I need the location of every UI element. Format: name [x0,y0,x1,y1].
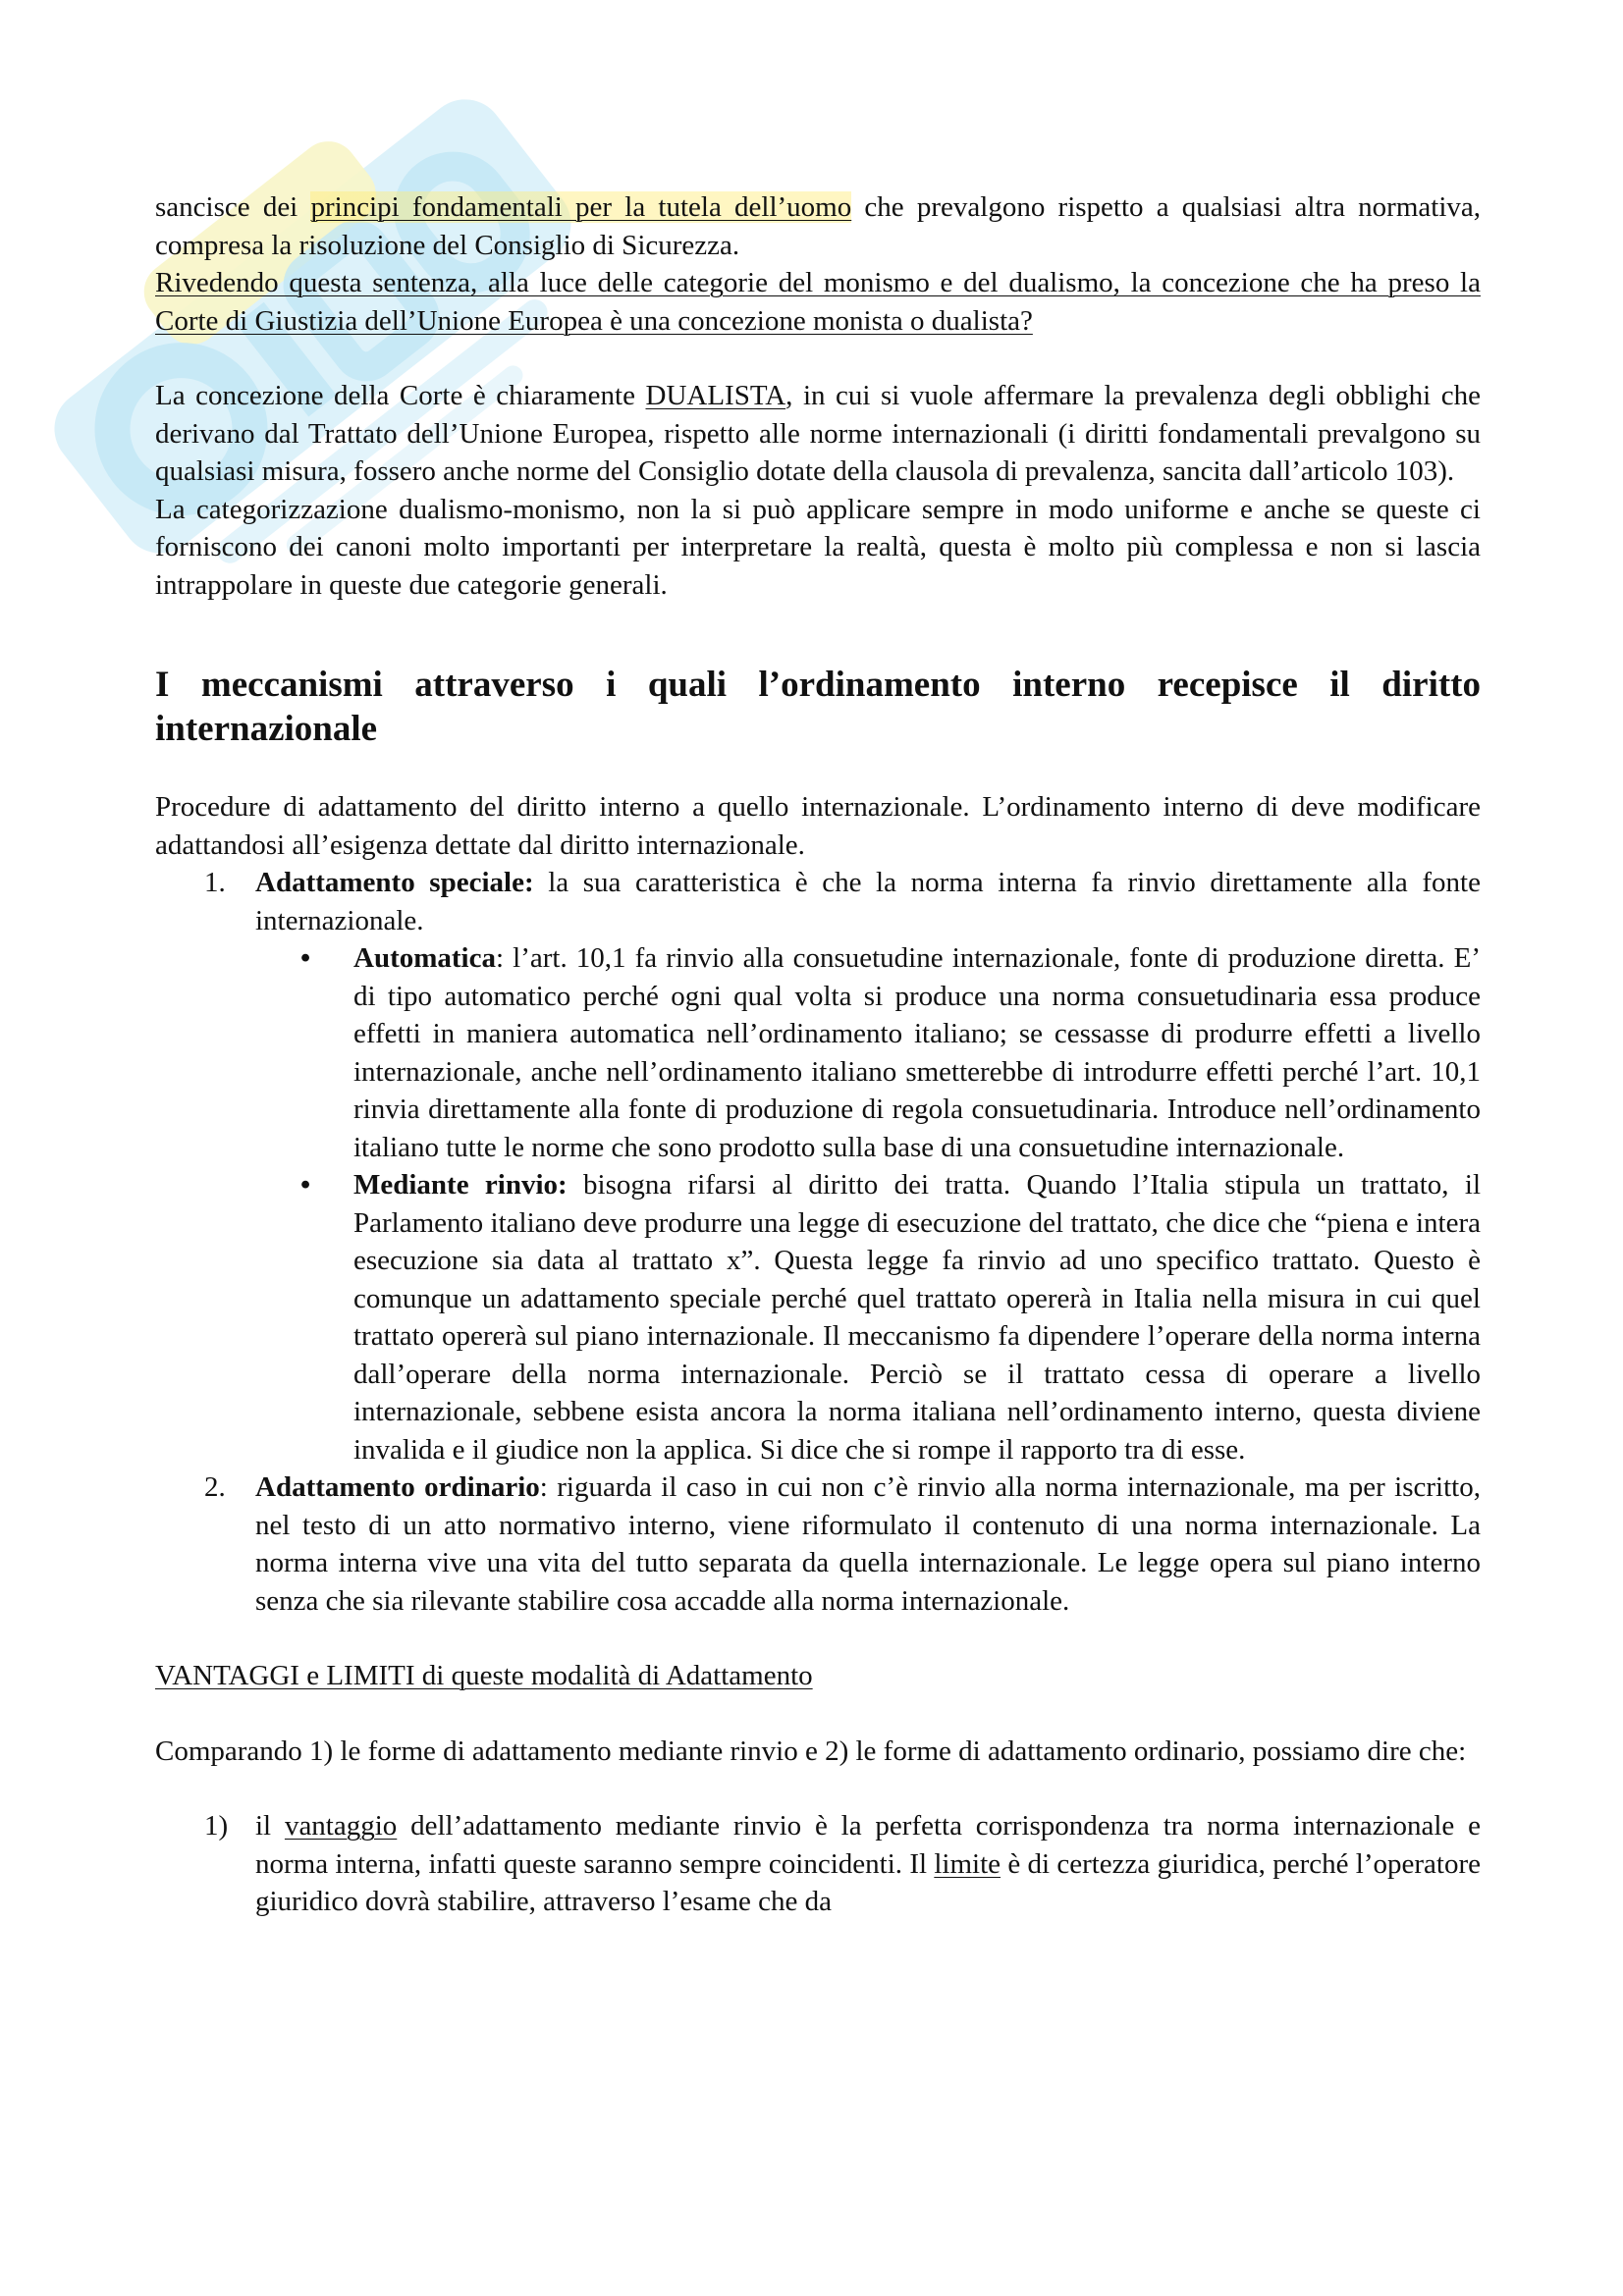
point-number: 1) [204,1810,229,1842]
comparison-paragraph: Comparando 1) le forme di adattamento mediante rinvio e 2) le forme di adattamento ordinario, possiamo dire che: [155,1735,1467,1767]
dualista-keyword: DUALISTA [645,380,786,411]
procedure-intro: Procedure di adattamento del diritto interno a quello internazionale. L’ordinamento interno di deve modificare adattandosi all’esigenza dettate dal diritto internazionale. [155,791,1481,861]
bullet-icon: • [300,1169,311,1201]
answer-paragraph [155,377,1481,491]
adaptation-list [155,864,1481,1620]
list-item-text: la sua caratteristica è che la norma interna fa rinvio direttamente alla fonte internazionale. [255,867,1481,936]
list-number: 1. [204,867,226,898]
intro-paragraph [155,188,1481,264]
section-heading: I meccanismi attraverso i quali l’ordinamento interno recepisce il diritto internazionale [155,665,1481,749]
bullet-title: Automatica [353,942,496,974]
bullet-icon: • [300,942,311,974]
list-item-special [155,864,1481,939]
subheading: VANTAGGI e LIMITI di queste modalità di Adattamento [155,1660,813,1691]
list-item-ordinary [155,1468,1481,1620]
list-item-title: Adattamento speciale: [255,867,534,898]
bullet-title: Mediante rinvio: [353,1169,568,1201]
point-text: il [255,1810,285,1842]
intro-text: sancisce dei [155,191,311,223]
bullet-text: : l’art. 10,1 fa rinvio alla consuetudine internazionale, fonte di produzione diretta. E’ di tipo automatico perché ogni qual volta si produce una norma consuetudinaria essa produce effetti in maniera automatica nell’ordinamento italiano; se cessasse di produrre effetti a livello internazionale, anche nell’ordinamento italiano smetterebbe di introdurre effetti perché l’art. 10,1 rinvia direttamente alla fonte di produzione di regola consuetudinaria. Introduce nell’ordinamento italiano tutte le norme che sono prodotto sulla base di una consuetudine internazionale. [353,942,1481,1163]
point-text-mid: dell’adattamento mediante rinvio è la perfetta corrispondenza tra norma internazionale e norma interna, infatti queste saranno sempre coincidenti. Il [255,1810,1481,1880]
comparison-point-1 [155,1807,1481,1921]
list-item-title: Adattamento ordinario [255,1471,540,1503]
bullet-mediante-rinvio [155,1166,1481,1468]
page-content [155,188,1481,1921]
answer-text: La concezione della Corte è chiaramente [155,380,646,411]
bullet-text: bisogna rifarsi al diritto dei tratta. Quando l’Italia stipula un trattato, il Parlamento italiano deve produrre una legge di esecuzione del trattato, che dice che “piena e intera esecuzione sia data al trattato x”. Questa legge fa rinvio ad uno specifico trattato. Questo è comunque un adattamento speciale perché quel trattato opererà in Italia nella misura in cui quel trattato opererà sul piano internazionale. Il meccanismo fa dipendere l’operare della norma interna dall’operare della norma internazionale. Perciò se il trattato cessa di operare a livello internazionale, sebbene esista ancora la norma italiana nell’ordinamento interno, questa diviene invalida e il giudice non la applica. Si dice che si rompe il rapporto tra di esse. [353,1169,1481,1466]
bullet-automatica [155,939,1481,1166]
list-item-text: : riguarda il caso in cui non c’è rinvio alla norma internazionale, ma per iscritto, nel testo di un atto normativo interno, viene riformulato il contenuto di una norma internazionale. La norma interna vive una vita del tutto separata da quella internazionale. Le legge opera sul piano interno senza che sia rilevante stabilire cosa accadde alla norma internazionale. [255,1471,1481,1617]
question-paragraph: Rivedendo questa sentenza, alla luce delle categorie del monismo e del dualismo, la concezione che ha preso la Corte di Giustizia dell’Unione Europea è una concezione monista o dualista? [155,267,1481,337]
answer-text-continued: , in cui si vuole affermare la prevalenza degli obblighi che derivano dal Trattato dell’Unione Europea, rispetto alle norme internazionali (i diritti fondamentali prevalgono su qualsiasi misura, fossero anche norme del Consiglio dotate della clausola di prevalenza, sancita dall’articolo 103). [155,380,1481,487]
highlighted-phrase: principi fondamentali per la tutela dell’uomo [310,191,852,223]
point-text-end: è di certezza giuridica, perché l’operatore giuridico dovrà stabilire, attraverso l’esame che da [255,1847,1481,1917]
limite-keyword: limite [934,1847,1001,1880]
vantaggio-keyword: vantaggio [284,1810,398,1842]
followup-paragraph: La categorizzazione dualismo-monismo, non la si può applicare sempre in modo uniforme e anche se queste ci forniscono dei canoni molto importanti per interpretare la realtà, questa è molto più complessa e non si lascia intrappolare in queste due categorie generali. [155,493,1481,601]
intro-text-continued: che prevalgono rispetto a qualsiasi altra normativa, compresa la risoluzione del Consiglio di Sicurezza. [155,191,1482,261]
list-number: 2. [204,1471,226,1503]
